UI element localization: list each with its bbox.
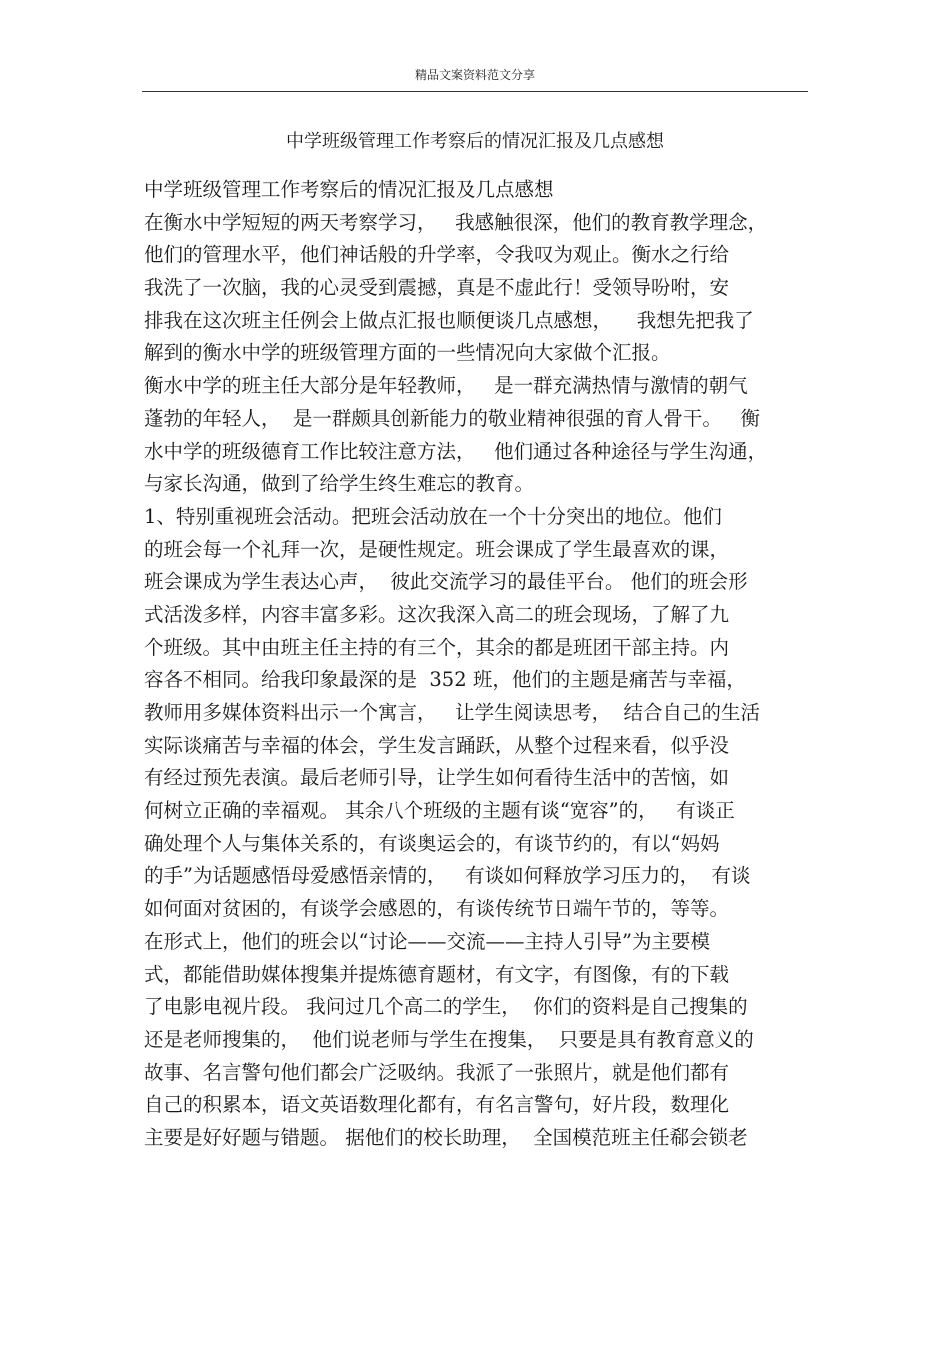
text-line: 蓬勃的年轻人， 是一群颇具创新能力的敬业精神很强的育人骨干。 衡 [144,406,760,430]
text-line: 何树立正确的幸福观。 其余八个班级的主题有谈“宽容”的， 有谈正 [144,799,735,823]
text-line: 与家长沟通，做到了给学生终生难忘的教育。 [144,472,535,496]
document-body [144,174,812,1155]
text-line: 水中学的班级德育工作比较注意方法， 他们通过各种途径与学生沟通， [144,439,768,463]
text-line: 1、特别重视班会活动。把班会活动放在一个十分突出的地位。他们 [144,504,722,528]
text-line: 有经过预先表演。最后老师引导，让学生如何看待生活中的苦恼，如 [144,766,730,790]
text-line: 教师用多媒体资料出示一个寓言， 让学生阅读思考， 结合自己的生活 [144,701,760,724]
text-line: 在衡水中学短短的两天考察学习， 我感触很深，他们的教育教学理念， [144,210,768,234]
text-line: 了电影电视片段。 我问过几个高二的学生， 你们的资料是自己搜集的 [144,995,748,1019]
text-line: 主要是好好题与错题。 据他们的校长助理， 全国模范班主任郗会锁老 [144,1125,748,1149]
text-line: 如何面对贫困的，有谈学会感恩的，有谈传统节日端午节的，等等。 [144,897,730,921]
text-line: 衡水中学的班主任大部分是年轻教师， 是一群充满热情与激情的朝气 [144,374,748,398]
text-line: 个班级。其中由班主任主持的有三个，其余的都是班团干部主持。内 [144,635,730,659]
text-line: 的手”为话题感悟母爱感悟亲情的， 有谈如何释放学习压力的， 有谈 [144,864,751,888]
text-line: 自己的积累本，语文英语数理化都有，有名言警句，好片段，数理化 [144,1093,730,1117]
document-title: 中学班级管理工作考察后的情况汇报及几点感想 [286,131,664,152]
text-line: 在形式上，他们的班会以“讨论——交流——主持人引导”为主要模 [144,929,710,953]
text-line: 实际谈痛苦与幸福的体会，学生发言踊跃，从整个过程来看，似乎没 [144,733,730,757]
text-line: 故事、名言警句他们都会广泛吸纳。我派了一张照片，就是他们都有 [144,1060,730,1084]
text-line: 的班会每一个礼拜一次，是硬性规定。班会课成了学生最喜欢的课， [144,537,730,561]
text-line: 式活泼多样，内容丰富多彩。这次我深入高二的班会现场，了解了九 [144,602,730,626]
header-divider [142,91,808,92]
text-line: 班会课成为学生表达心声， 彼此交流学习的最佳平台。 他们的班会形 [144,570,748,594]
text-line: 他们的管理水平，他们神话般的升学率，令我叹为观止。衡水之行给 [144,243,730,267]
text-line: 排我在这次班主任例会上做点汇报也顺便谈几点感想， 我想先把我了 [144,308,754,332]
text-line: 还是老师搜集的， 他们说老师与学生在搜集， 只要是具有教育意义的 [144,1027,754,1051]
page-header: 精品文案资料范文分享 [414,68,535,82]
text-line: 容各不相同。给我印象最深的是 352 班，他们的主题是痛苦与幸福， [144,668,746,692]
text-line: 我洗了一次脑，我的心灵受到震撼，真是不虚此行！受领导吩咐，安 [144,276,730,300]
text-line: 确处理个人与集体关系的，有谈奥运会的，有谈节约的，有以“妈妈 [144,831,720,855]
text-line: 解到的衡水中学的班级管理方面的一些情况向大家做个汇报。 [144,341,671,365]
text-line: 中学班级管理工作考察后的情况汇报及几点感想 [144,178,554,201]
text-line: 式，都能借助媒体搜集并提炼德育题材，有文字，有图像，有的下载 [144,962,730,986]
